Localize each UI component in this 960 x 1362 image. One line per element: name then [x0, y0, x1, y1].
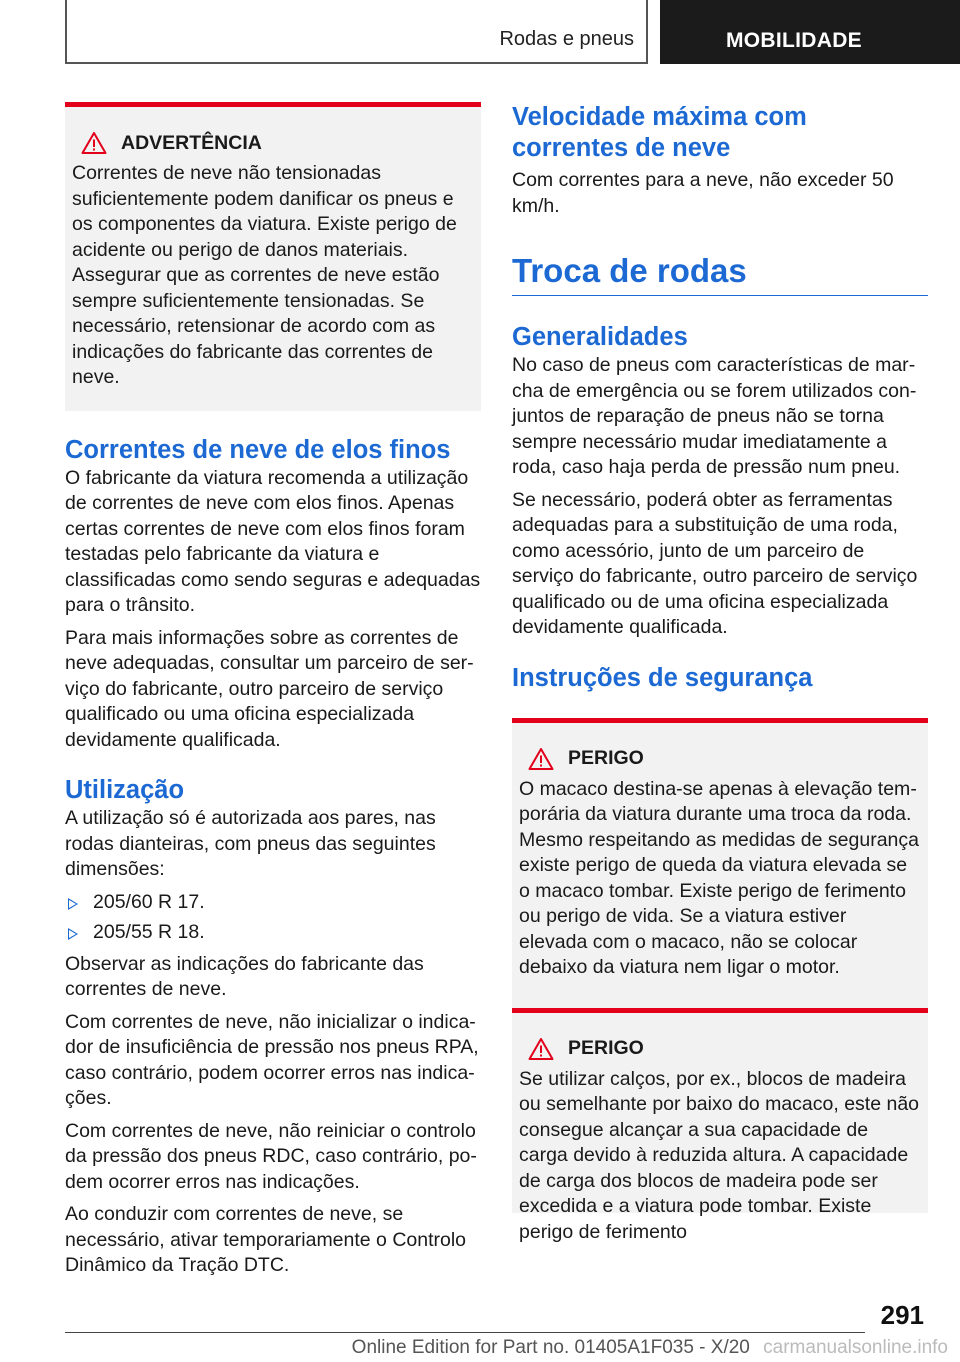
list-item: 205/60 R 17.	[65, 890, 481, 916]
usage-p1: A utilização só é autorizada aos pares, nas rodas dianteiras, com pneus das seguintes dimensões:	[65, 807, 436, 880]
danger-title-row	[519, 747, 920, 771]
fine-chains-p2: Para mais informações sobre as correntes de neve adequadas, consultar um parceiro de serviço do fabricante, outro parceiro de serviço qualificado ou uma oficina especializada devidamente qualificada.	[65, 626, 474, 751]
fine-chains-p1: O fabricante da viatura recomenda a utilização de correntes de neve com elos finos. Apenas certas correntes de neve com elos finos foram testadas pelo fabricante da viatura e classificadas como sendo seguras e adequadas para o trânsito.	[65, 466, 481, 616]
max-speed-text: Com correntes para a neve, não exceder 50 km/h.	[512, 169, 894, 217]
header-chapter-tab	[660, 0, 960, 64]
warning-box	[65, 102, 481, 411]
danger-text: Se utilizar calços, por ex., blocos de madeira ou semelhante por baixo do macaco, este não consegue alcançar a sua capacidade de carga devido à reduzida altura. A capacidade de carga dos blocos de madeira pode ser excedida e a viatura pode tombar. Existe perigo de ferimento	[519, 1067, 920, 1243]
watermark: carmanualsonline.info	[763, 1337, 948, 1358]
footer-rule	[65, 1332, 865, 1333]
bullet-triangle-icon	[68, 928, 78, 940]
header-chapter-title: MOBILIDADE	[726, 29, 862, 52]
safety-heading: Instruções de segurança	[512, 663, 813, 692]
general-heading: Generalidades	[512, 323, 688, 351]
right-column	[512, 102, 928, 1243]
max-speed-heading: Velocidade máxima com correntes de neve	[512, 103, 807, 162]
usage-heading: Utilização	[65, 776, 185, 804]
danger-text: O macaco destina-se apenas à elevação temporária da viatura durante uma troca da roda. Mesmo respeitando as medidas de segurança existe perigo de queda da viatura elevada se o macaco tombar. Existe perigo de ferimento ou perigo de vida. Se a viatura estiver elevada com o macaco, não se colocar debaixo da viatura nem ligar o motor.	[519, 777, 919, 978]
header-section-title: Rodas e pneus	[499, 28, 634, 50]
left-column	[65, 102, 481, 1286]
footer-edition-text: Online Edition for Part no. 01405A1F035 - X/20	[351, 1337, 750, 1358]
danger-box-1	[512, 718, 928, 1008]
warning-triangle-icon	[81, 131, 107, 155]
general-p2: Se necessário, poderá obter as ferramentas adequadas para a substituição de uma roda, como acessório, junto de um parceiro de serviço do fabricante, outro parceiro de serviço qualificado ou de uma oficina especializada devidamente qualificada.	[512, 488, 918, 638]
warning-title-row	[72, 131, 473, 155]
header-section-box	[65, 0, 648, 64]
warning-triangle-icon	[528, 747, 554, 771]
tire-size-list	[65, 890, 481, 946]
usage-p4: Com correntes de neve, não reiniciar o controlo da pressão dos pneus RDC, caso contrário, podem ocorrer erros nas indicações.	[65, 1119, 477, 1193]
page-number: 291	[880, 1300, 924, 1330]
bullet-triangle-icon	[68, 898, 78, 910]
danger-title: PERIGO	[568, 1037, 644, 1059]
wheel-change-heading: Troca de rodas	[512, 252, 747, 289]
danger-title: PERIGO	[568, 747, 644, 769]
warning-text: Correntes de neve não tensionadas suficientemente podem danificar os pneus e os componentes da viatura. Existe perigo de acidente ou perigo de danos materiais. Assegurar que as correntes de neve estão sempre suficientemente tensionadas. Se necessário, retensionar de acordo com as indicações do fabricante das correntes de neve.	[72, 162, 457, 388]
footer-edition	[0, 1337, 960, 1359]
warning-title: ADVERTÊNCIA	[121, 131, 262, 154]
usage-p3: Com correntes de neve, não inicializar o indicador de insuficiência de pressão nos pneus RPA, caso contrário, podem ocorrer erros nas indicações.	[65, 1010, 479, 1109]
general-p1: No caso de pneus com características de marcha de emergência ou se forem utilizados conjuntos de reparação de pneus não se torna sempre necessário mudar imediatamente a roda, caso haja perda de pressão num pneu.	[512, 354, 917, 478]
danger-title-row	[519, 1037, 920, 1061]
fine-chains-heading: Correntes de neve de elos finos	[65, 435, 451, 464]
heading-rule	[512, 295, 928, 296]
usage-p5: Ao conduzir com correntes de neve, se necessário, ativar temporariamente o Controlo Dinâmico da Tração DTC.	[65, 1203, 467, 1276]
usage-p2: Observar as indicações do fabricante das correntes de neve.	[65, 952, 424, 1000]
danger-box-2	[512, 1008, 928, 1243]
warning-triangle-icon	[528, 1037, 554, 1061]
list-item: 205/55 R 18.	[65, 920, 481, 946]
